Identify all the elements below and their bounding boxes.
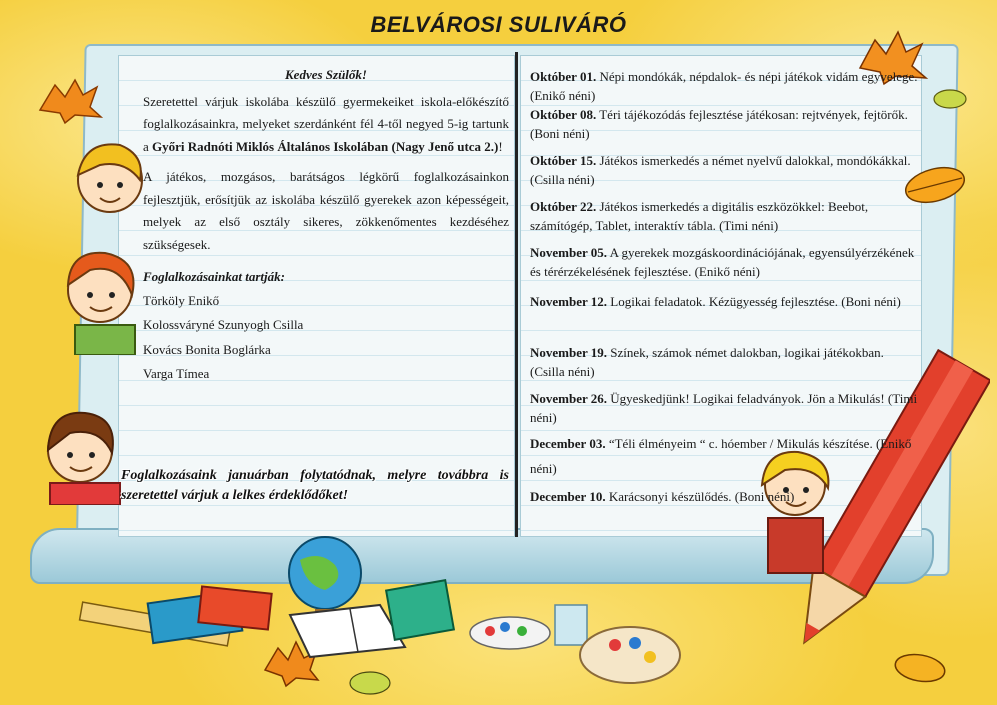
event-text: Játékos ismerkedés a digitális eszközökkel: Beebot, számítógép, Tablet, interaktív tábla. (Timi néni)	[530, 199, 869, 233]
event-text: Színek, számok német dalokban, logikai játékokban. (Csilla néni)	[530, 345, 884, 379]
event-date: November 26.	[530, 391, 608, 406]
intro-paragraph	[143, 91, 509, 159]
child-illustration	[40, 130, 150, 220]
school-supplies-illustration	[60, 535, 700, 705]
event-date: November 12.	[530, 294, 608, 309]
teacher-name: Varga Tímea	[143, 366, 210, 381]
schedule-item	[530, 151, 918, 197]
schedule-item	[530, 289, 918, 343]
event-text: Ügyeskedjünk! Logikai feladványok. Jön a Mikulás! (Timi néni)	[530, 391, 918, 425]
page-divider	[515, 52, 518, 537]
autumn-leaf-icon	[35, 75, 105, 125]
event-text: A gyerekek mozgáskoordinációjának, egyensúlyérzékének és térérzékelésének fejlesztése. (Enikő néni)	[530, 245, 915, 279]
schedule-item	[530, 105, 918, 151]
event-text: Népi mondókák, népdalok- és népi játékok vidám egyvelege. (Enikő néni)	[530, 69, 918, 103]
schedule-item	[530, 343, 918, 389]
event-text: “Téli élményeim “ c. hóember / Mikulás készítése. (Enikő néni)	[530, 436, 912, 476]
intro-end: !	[498, 138, 503, 154]
schedule-item	[530, 487, 918, 506]
event-date: Október 08.	[530, 107, 597, 122]
event-date: Október 01.	[530, 69, 597, 84]
event-date: December 10.	[530, 489, 606, 504]
greeting: Kedves Szülők!	[285, 67, 367, 82]
page-title: BELVÁROSI SULIVÁRÓ	[370, 12, 627, 37]
schedule-item	[530, 67, 918, 105]
description-paragraph: A játékos, mozgásos, barátságos légkörű foglalkozásainkon fejlesztjük, erősítjük az iskolába készülő gyerekek azon képességeit, melyek az első osztály sikeres, zökkenőmentes kezdéséhez szükségesek.	[143, 169, 509, 252]
event-date: Október 15.	[530, 153, 597, 168]
event-date: Október 22.	[530, 199, 597, 214]
intro-text: Szeretettel várjuk iskolába készülő gyermekeiket iskola-előkészítő foglalkozásainkra, melyeket szerdánként fél 4-től negyed 5-ig tartunk a	[143, 93, 509, 154]
event-text: Téri tájékozódás fejlesztése játékosan: rejtvények, fejtörők. (Boni néni)	[530, 107, 908, 141]
teacher-name: Kovács Bonita Boglárka	[143, 341, 271, 357]
schedule-item	[530, 389, 918, 431]
teachers-heading: Foglalkozásainkat tartják:	[143, 269, 285, 284]
schedule-item	[530, 197, 918, 243]
event-date: November 19.	[530, 345, 608, 360]
leaf-icon	[930, 85, 970, 113]
schedule-list	[530, 67, 918, 506]
teacher-name: Törköly Enikő	[143, 292, 220, 308]
child-illustration	[30, 235, 140, 355]
schedule-item	[530, 243, 918, 289]
child-illustration	[20, 395, 130, 505]
event-text: Játékos ismerkedés a német nyelvű dalokkal, mondókákkal. (Csilla néni)	[530, 153, 911, 187]
invitation-text	[143, 64, 509, 387]
event-text: Karácsonyi készülődés. (Boni néni)	[605, 489, 795, 504]
schedule-item	[530, 431, 918, 487]
teacher-name: Kolossváryné Szunyogh Csilla	[143, 317, 304, 332]
event-text: Logikai feladatok. Kézügyesség fejlesztése. (Boni néni)	[607, 294, 901, 309]
event-date: November 05.	[530, 245, 608, 260]
school-name: Győri Radnóti Miklós Általános Iskolában (Nagy Jenő utca 2.)	[152, 138, 499, 154]
closing-note: Foglalkozásaink januárban folytatódnak, melyre továbbra is szeretettel várjuk a lelkes érdeklődőket!	[121, 468, 509, 503]
event-date: December 03.	[530, 436, 606, 451]
